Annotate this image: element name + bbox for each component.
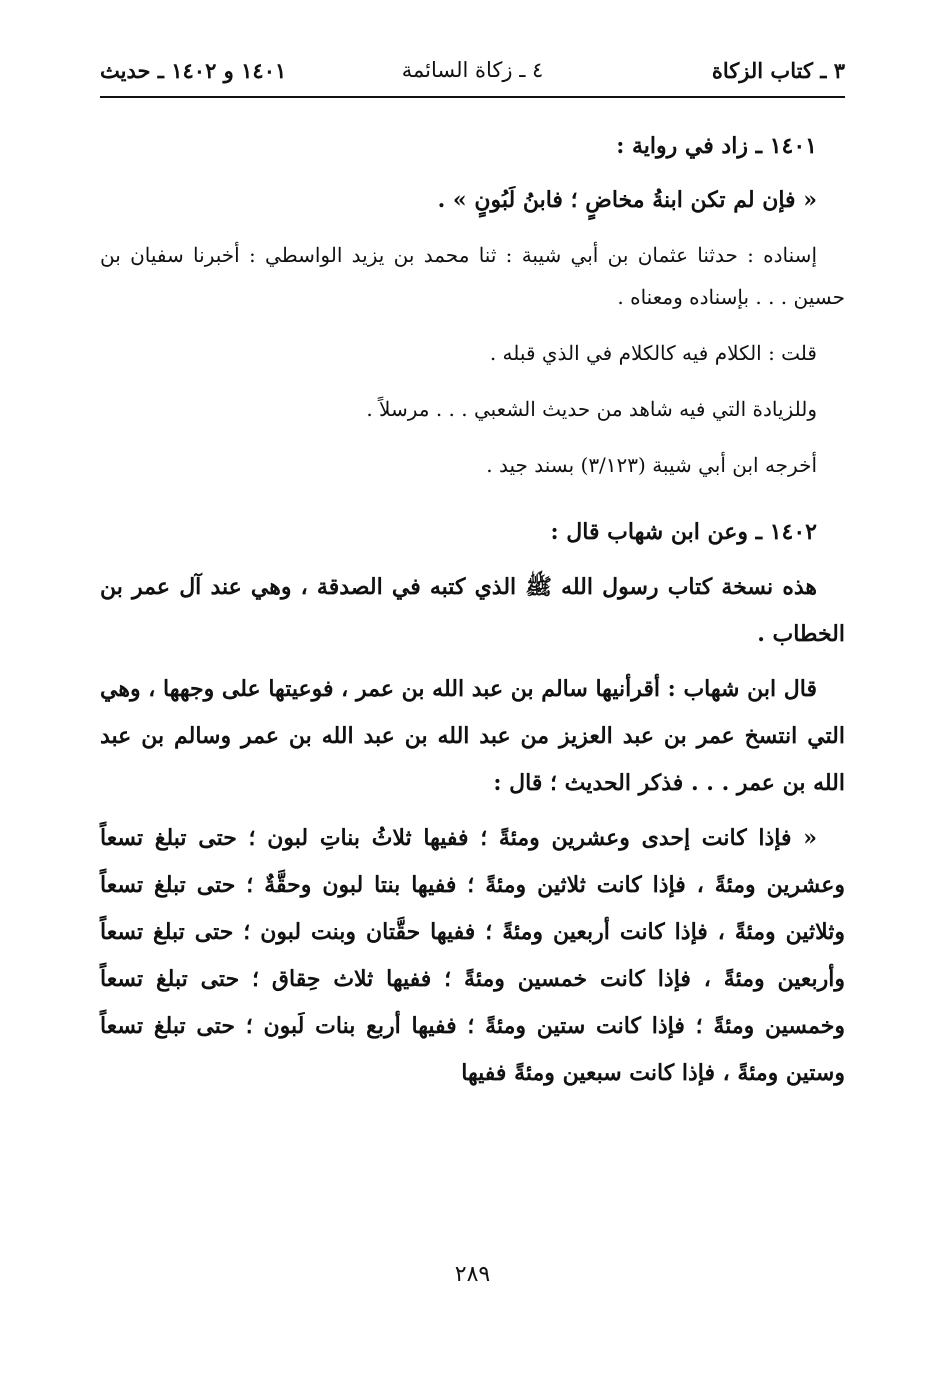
header-hadith-range: ١٤٠١ و ١٤٠٢ ـ حديث xyxy=(100,58,287,83)
hadith-1402-paragraph-3: « فإذا كانت إحدى وعشرين ومئةً ؛ ففيها ثلاثُ بناتِ لبون ؛ حتى تبلغ تسعاً وعشرين ومئةً ، فإذا كانت ثلاثين ومئةً ؛ ففيها بنتا لبون وحقَّةٌ ؛ حتى تبلغ تسعاً وثلاثين ومئةً ، فإذا كانت أربعين ومئةً ؛ ففيها حقَّتان وبنت لبون ؛ حتى تبلغ تسعاً وأربعين ومئةً ، فإذا كانت خمسين ومئةً ؛ ففيها ثلاث حِقاق ؛ حتى تبلغ تسعاً وخمسين ومئةً ؛ فإذا كانت ستين ومئةً ؛ ففيها أربع بنات لَبون ؛ حتى تبلغ تسعاً وستين ومئةً ، فإذا كانت سبعين ومئةً ففيها xyxy=(100,825,845,1086)
page-number: ٢٨٩ xyxy=(454,1262,491,1287)
page-header xyxy=(100,54,845,98)
header-section: ٤ ـ زكاة السائمة xyxy=(401,58,544,82)
hadith-1401-text: « فإن لم تكن ابنةُ مخاضٍ ؛ فابنُ لَبُونٍ » . xyxy=(437,187,817,213)
hadith-1401-title: ١٤٠١ ـ زاد في رواية : xyxy=(616,133,817,159)
hadith-1402-title: ١٤٠٢ ـ وعن ابن شهاب قال : xyxy=(550,519,817,545)
commentary-2: وللزيادة التي فيه شاهد من حديث الشعبي . . . مرسلاً . xyxy=(366,397,817,421)
commentary-3: أخرجه ابن أبي شيبة (٣/١٢٣) بسند جيد . xyxy=(486,453,817,477)
hadith-1402-paragraph-2: قال ابن شهاب : أقرأنيها سالم بن عبد الله بن عمر ، فوعيتها على وجهها ، وهي التي انتسخ عمر بن عبد العزيز من عبد الله بن عبد الله بن عمر وسالم بن عبد الله بن عمر . . . فذكر الحديث ؛ قال : xyxy=(100,676,845,796)
hadith-1402-paragraph-1: هذه نسخة كتاب رسول الله ﷺ الذي كتبه في الصدقة ، وهي عند آل عمر بن الخطاب . xyxy=(100,574,845,647)
commentary-1: قلت : الكلام فيه كالكلام في الذي قبله . xyxy=(489,341,817,365)
isnad-1401: إسناده : حدثنا عثمان بن أبي شيبة : ثنا محمد بن يزيد الواسطي : أخبرنا سفيان بن حسين . . . بإسناده ومعناه . xyxy=(100,243,845,309)
page-content xyxy=(100,122,845,1097)
header-chapter: ٣ ـ كتاب الزكاة xyxy=(711,58,845,83)
